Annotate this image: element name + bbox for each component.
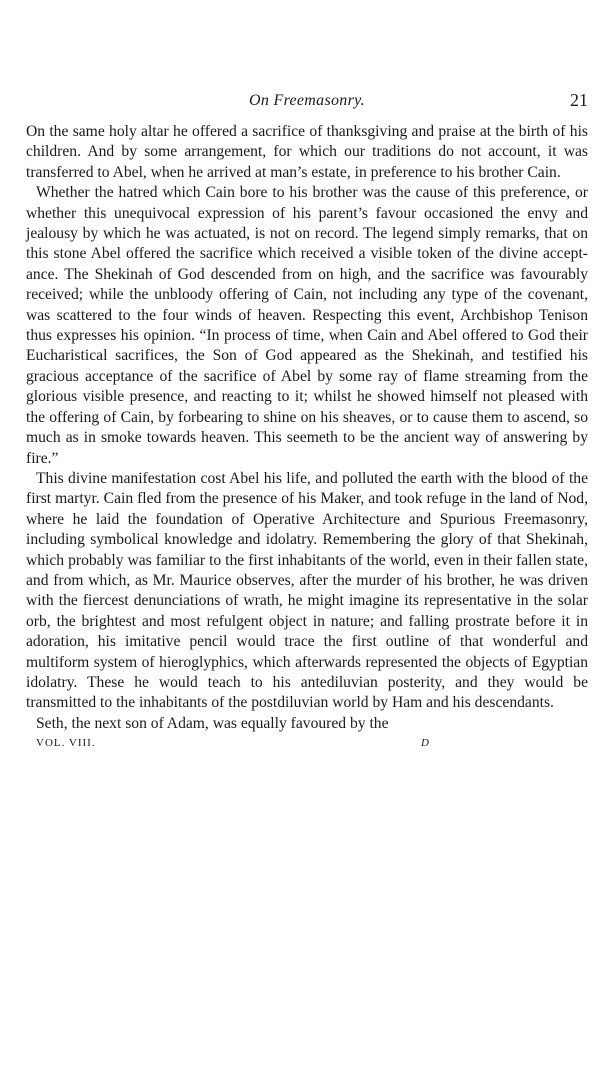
paragraph-4: Seth, the next son of Adam, was equally favoured by the xyxy=(36,714,389,732)
signature-mark: D xyxy=(421,737,430,750)
volume-mark: VOL. VIII. xyxy=(36,737,96,750)
paragraph-3: This divine manifestation cost Abel his life, and polluted the earth with the blood of the first martyr. Cain fled from the presence of his Maker, and took refuge in the land of Nod, where he laid the foundation of Operative Architecture and Spurious Freemasonry, including symbolical knowledge and idolatry. Remembering the glory of that Shekinah, which probably was familiar to the first inhabitants of the world, even in their fallen state, and from which, as Mr. Maurice observes, after the murder of his brother, he was driven with the fiercest denunciations of wrath, he might imagine its representative in the solar orb, the brightest and most refulgent object in nature; and falling prostrate before it in adoration, his imitative pencil would trace the first outline of that wonderful and multiform system of hieroglyphics, which afterwards represented the objects of Egyptian idolatry. These he would teach to his antediluvian posterity, and they would be transmitted to the inhabitants of the postdiluvian world by Ham and his descendants. xyxy=(26,469,588,712)
body-text xyxy=(26,122,588,734)
signature-line xyxy=(26,735,588,753)
running-head xyxy=(26,92,588,122)
paragraph-2: Whether the hatred which Cain bore to his brother was the cause of this preference, or whether this unequivocal expression of his parent’s favour occasioned the envy and jealousy by which he was actuated, is not on record. The legend simply remarks, that on this stone Abel offered the sacrifice which received a visible token of the divine acceptance. The Shekinah of God descended from on high, and the sacrifice was favourably received; while the unbloody offering of Cain, not including any type of the covenant, was scattered to the four winds of heaven. Respecting this event, Archbishop Tenison thus expresses his opinion. “In process of time, when Cain and Abel offered to God their Eucharistical sacrifices, the Son of God appeared as the Shekinah, and testified his gracious acceptance of the sacrifice of Abel by some ray of flame streaming from the glorious visible presence, and reacting to it; whilst he showed himself not pleased with the offering of Cain, by forbearing to shine on his sheaves, or to cause them to ascend, so much as in smoke towards heaven. This seemeth to be the ancient way of answering by fire.” xyxy=(26,184,588,467)
paragraph-1: On the same holy altar he offered a sacrifice of thanksgiving and praise at the birth of his children. And by some arrangement, for which our traditions do not account, it was transferred to Abel, when he arrived at man’s estate, in preference to his brother Cain. xyxy=(26,123,588,181)
running-title: On Freemasonry. xyxy=(249,92,365,109)
page-number: 21 xyxy=(570,90,588,110)
book-page xyxy=(26,92,588,753)
